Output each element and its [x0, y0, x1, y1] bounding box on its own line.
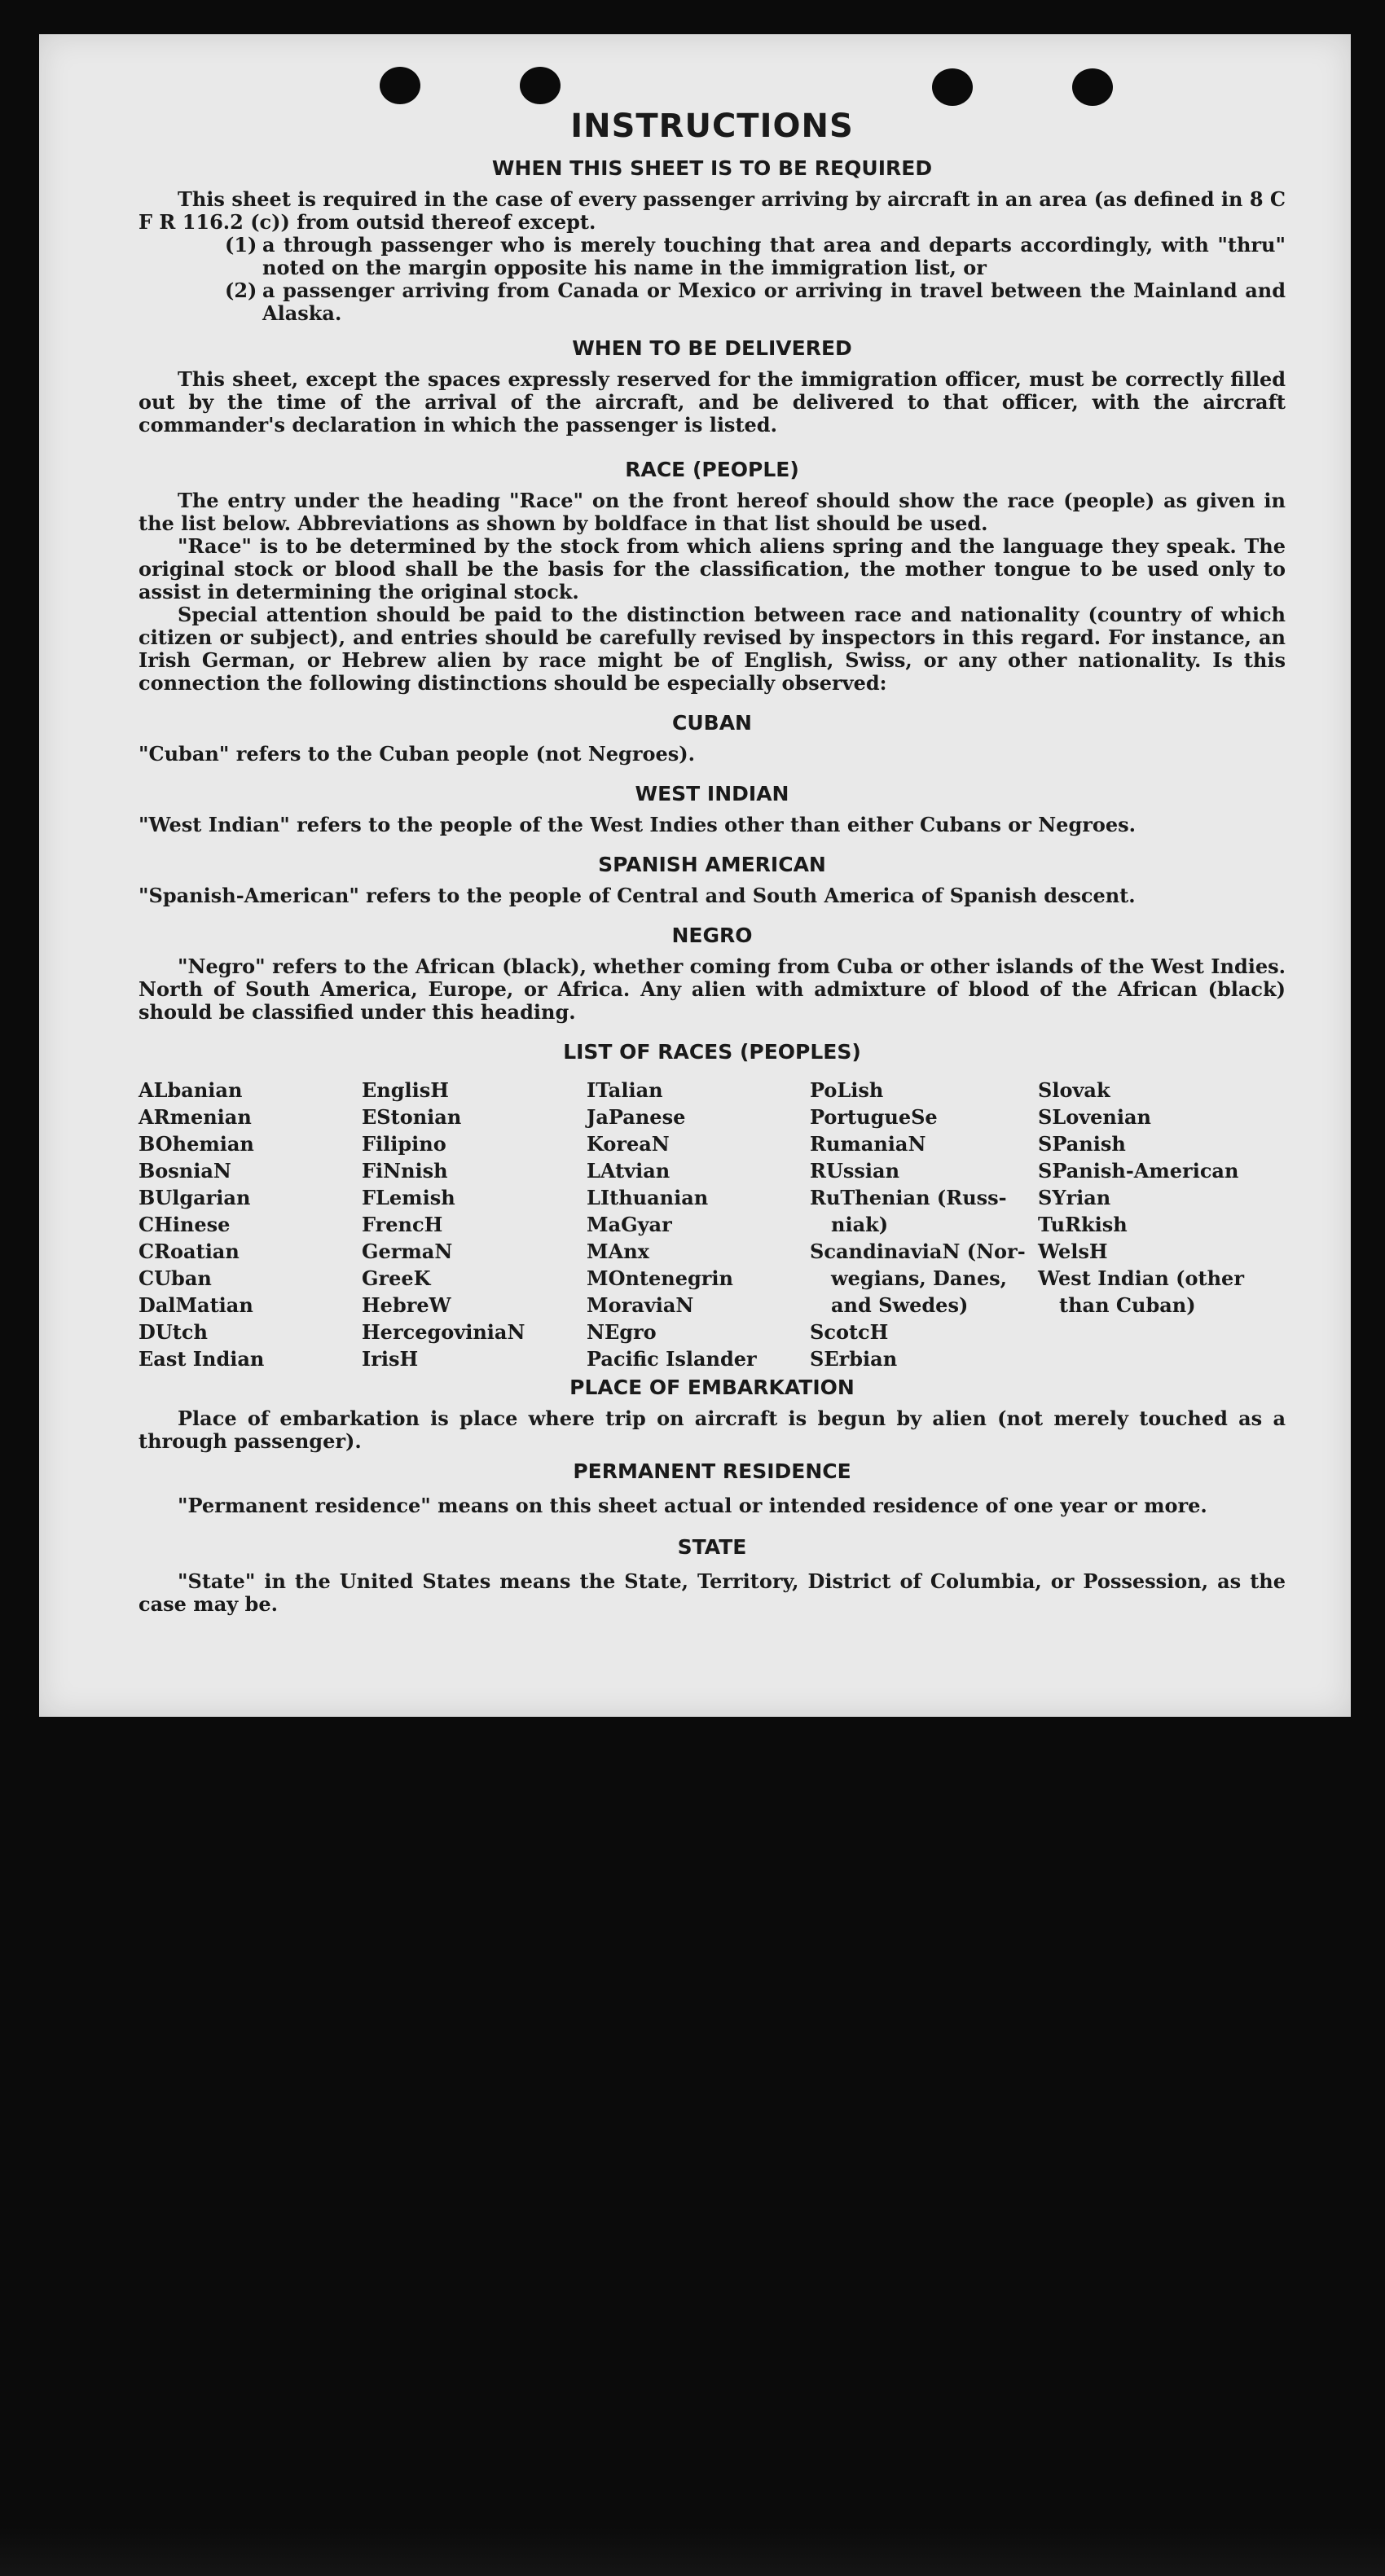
races-column [1038, 1077, 1250, 1372]
race-entry: ARmenian [138, 1105, 252, 1129]
punch-hole [380, 67, 420, 104]
race-entry: SErbian [810, 1347, 898, 1371]
section-heading: WHEN TO BE DELIVERED [572, 336, 852, 360]
race-entry: PortugueSe [810, 1105, 938, 1129]
paragraph: Special attention should be paid to the distinction between race and nationality (country of which citizen or subject), and entries should be carefully revised by inspectors in this regard. For instance, an Irish German, or Hebrew alien by race might be of English, Swiss, or any other nationality. Is this connection the following distinctions should be especially observed: [138, 603, 1286, 695]
section-heading: PLACE OF EMBARKATION [569, 1376, 855, 1399]
section-heading: SPANISH AMERICAN [598, 853, 826, 876]
instructions-content [138, 108, 1286, 1616]
races-column [138, 1077, 362, 1372]
paragraph: "Cuban" refers to the Cuban people (not Negroes). [138, 742, 695, 766]
race-entry: GreeK [362, 1266, 431, 1290]
list-item: (2) a passenger arriving from Canada or Mexico or arriving in travel between the Mainland and Alaska. [225, 279, 1286, 325]
punch-hole [932, 68, 973, 106]
race-entry: EStonian [362, 1105, 462, 1129]
document-sheet [39, 34, 1351, 1717]
race-entry: WelsH [1038, 1240, 1108, 1263]
race-entry: TuRkish [1038, 1213, 1128, 1236]
race-entry: FrencH [362, 1213, 443, 1236]
race-entry: CHinese [138, 1213, 231, 1236]
race-entry: IrisH [362, 1347, 419, 1371]
race-entry: LIthuanian [587, 1186, 709, 1209]
scan-background [0, 2527, 1385, 2576]
section-heading: RACE (PEOPLE) [625, 458, 799, 481]
race-entry: FiNnish [362, 1159, 448, 1183]
race-entry: CUban [138, 1266, 212, 1290]
list-item: (1) a through passenger who is merely touching that area and departs accordingly, with "thru" noted on the margin opposite his name in the immigration list, or [225, 233, 1286, 279]
paragraph: "Race" is to be determined by the stock from which aliens spring and the language they speak. The original stock or blood shall be the basis for the classification, the mother tongue to be used only to assist in determining the original stock. [138, 534, 1286, 603]
race-entry: PoLish [810, 1078, 884, 1102]
race-entry: ALbanian [138, 1078, 243, 1102]
race-entry: and Swedes) [831, 1293, 969, 1317]
exceptions-list [225, 234, 1286, 325]
race-entry: DUtch [138, 1320, 208, 1344]
race-entry: ScandinaviaN (Nor- [810, 1240, 1026, 1263]
race-entry: HebreW [362, 1293, 451, 1317]
paragraph: This sheet, except the spaces expressly reserved for the immigration officer, must be correctly filled out by the time of the arrival of the aircraft, and be delivered to that officer, with the aircraft commander's declaration in which the passenger is listed. [138, 367, 1286, 437]
race-entry: wegians, Danes, [831, 1266, 1007, 1290]
paragraph: "State" in the United States means the State, Territory, District of Columbia, or Possession, as the case may be. [138, 1569, 1286, 1616]
section-heading: LIST OF RACES (PEOPLES) [563, 1040, 861, 1064]
race-entry: NEgro [587, 1320, 657, 1344]
race-entry: SPanish [1038, 1132, 1126, 1156]
section-heading: STATE [677, 1535, 747, 1559]
paragraph: "Negro" refers to the African (black), whether coming from Cuba or other islands of the West Indies. North of South America, Europe, or Africa. Any alien with admixture of blood of the African (black) should be classified under this heading. [138, 954, 1286, 1024]
race-entry: MAnx [587, 1240, 649, 1263]
race-entry: Slovak [1038, 1078, 1110, 1102]
paragraph: This sheet is required in the case of every passenger arriving by aircraft in an area (as defined in 8 C F R 116.2 (c)) from outsid thereof except. [138, 187, 1286, 234]
race-entry: BUlgarian [138, 1186, 251, 1209]
race-entry: ScotcH [810, 1320, 889, 1344]
race-entry: niak) [831, 1213, 889, 1236]
race-entry: SPanish-American [1038, 1159, 1239, 1183]
race-entry: ITalian [587, 1078, 663, 1102]
race-entry: than Cuban) [1059, 1293, 1196, 1317]
race-entry: JaPanese [587, 1105, 686, 1129]
race-entry: EnglisH [362, 1078, 449, 1102]
race-entry: East Indian [138, 1347, 265, 1371]
race-entry: LAtvian [587, 1159, 671, 1183]
race-entry: MOntenegrin [587, 1266, 733, 1290]
race-entry: West Indian (other [1038, 1266, 1244, 1290]
race-entry: SLovenian [1038, 1105, 1151, 1129]
paragraph: Place of embarkation is place where trip on aircraft is begun by alien (not merely touched as a through passenger). [138, 1406, 1286, 1453]
section-heading: WHEN THIS SHEET IS TO BE REQUIRED [491, 156, 933, 180]
race-entry: Pacific Islander [587, 1347, 757, 1371]
race-entry: RumaniaN [810, 1132, 926, 1156]
race-entry: CRoatian [138, 1240, 240, 1263]
races-list [138, 1077, 1286, 1372]
punch-hole [520, 67, 561, 104]
paragraph: The entry under the heading "Race" on the front hereof should show the race (people) as given in the list below. Abbreviations as shown by boldface in that list should be used. [138, 489, 1286, 535]
race-entry: DalMatian [138, 1293, 253, 1317]
races-column [587, 1077, 810, 1372]
race-entry: Filipino [362, 1132, 446, 1156]
race-entry: MoraviaN [587, 1293, 694, 1317]
paragraph: "West Indian" refers to the people of the West Indies other than either Cubans or Negroes. [138, 813, 1137, 836]
section-heading: CUBAN [672, 711, 752, 735]
race-entry: BosniaN [138, 1159, 231, 1183]
page-title: INSTRUCTIONS [570, 108, 854, 145]
punch-hole [1072, 68, 1113, 106]
section-heading: WEST INDIAN [635, 782, 789, 805]
race-entry: RuThenian (Russ- [810, 1186, 1007, 1209]
races-column [810, 1077, 1038, 1372]
race-entry: BOhemian [138, 1132, 254, 1156]
race-entry: MaGyar [587, 1213, 672, 1236]
races-column [362, 1077, 587, 1372]
race-entry: SYrian [1038, 1186, 1111, 1209]
race-entry: GermaN [362, 1240, 453, 1263]
race-entry: HercegoviniaN [362, 1320, 525, 1344]
paragraph: "Spanish-American" refers to the people of Central and South America of Spanish descent. [138, 884, 1136, 907]
section-heading: NEGRO [671, 924, 753, 947]
race-entry: KoreaN [587, 1132, 670, 1156]
section-heading: PERMANENT RESIDENCE [573, 1459, 851, 1483]
paragraph: "Permanent residence" means on this sheet actual or intended residence of one year or more. [178, 1494, 1207, 1517]
race-entry: FLemish [362, 1186, 455, 1209]
race-entry: RUssian [810, 1159, 900, 1183]
